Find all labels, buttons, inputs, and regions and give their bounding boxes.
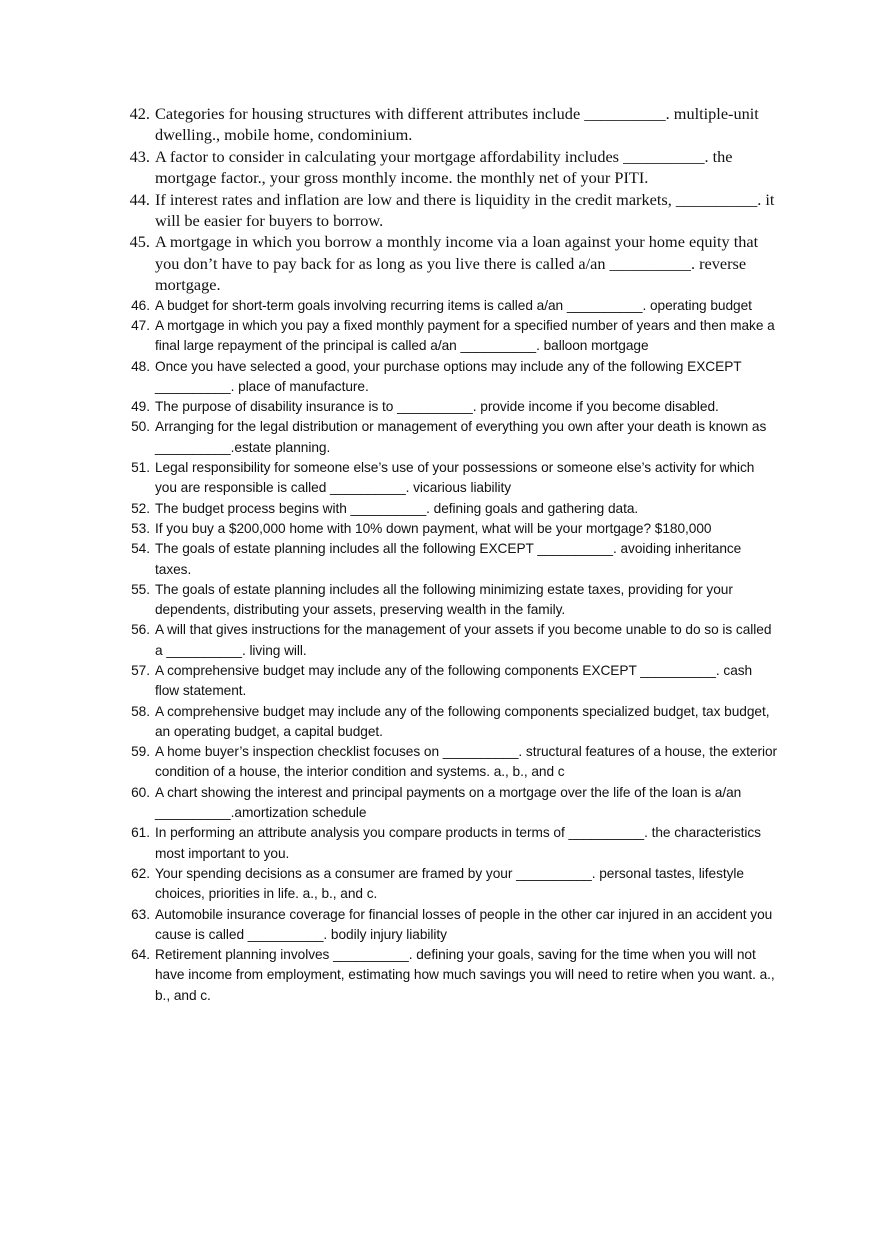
question-number: 53. — [131, 520, 150, 536]
question-text: Your spending decisions as a consumer are framed by your __________. personal tastes, lifestyle choices, priorities in life. a., b., and c. — [155, 865, 744, 902]
question-text: A mortgage in which you pay a fixed monthly payment for a specified number of years and then make a final large repayment of the principal is called a/an __________. balloon mortgage — [155, 317, 775, 354]
question-item — [0, 905, 779, 946]
question-text: The goals of estate planning includes all the following minimizing estate taxes, providing for your dependents, distributing your assets, preserving wealth in the family. — [155, 581, 733, 618]
question-item — [0, 458, 779, 499]
question-number: 50. — [131, 419, 150, 435]
question-text: A comprehensive budget may include any of the following components EXCEPT __________. cash flow statement. — [155, 663, 753, 699]
question-text: Automobile insurance coverage for financial losses of people in the other car injured in an accident you cause is called __________. bodily injury liability — [155, 906, 773, 942]
question-text: A chart showing the interest and principal payments on a mortgage over the life of the loan is a/an __________.amortization schedule — [155, 784, 742, 821]
question-item — [0, 357, 779, 398]
question-number: 43. — [129, 146, 150, 166]
question-text: Once you have selected a good, your purchase options may include any of the following EXCEPT __________. place of manufacture. — [155, 358, 742, 394]
question-item — [0, 397, 779, 417]
question-number: 55. — [131, 581, 150, 597]
question-item — [0, 499, 779, 519]
question-item — [0, 620, 779, 661]
question-item — [0, 742, 779, 783]
question-number: 63. — [131, 906, 150, 922]
question-item — [0, 823, 779, 864]
question-text: A budget for short-term goals involving recurring items is called a/an __________. operating budget — [155, 297, 752, 313]
question-number: 49. — [131, 399, 150, 415]
question-number: 56. — [131, 622, 150, 638]
question-item — [0, 661, 779, 702]
question-text: A comprehensive budget may include any of the following components specialized budget, tax budget, an operating budget, a capital budget. — [155, 703, 770, 739]
question-item — [0, 103, 779, 146]
question-item — [0, 231, 779, 295]
question-list — [0, 103, 880, 1006]
question-text: If you buy a $200,000 home with 10% down payment, what will be your mortgage? $180,000 — [155, 520, 712, 536]
question-item — [0, 539, 779, 580]
question-text: The goals of estate planning includes all the following EXCEPT __________. avoiding inheritance taxes. — [155, 541, 742, 577]
question-item — [0, 417, 779, 458]
question-number: 60. — [131, 784, 150, 800]
question-item — [0, 864, 779, 905]
question-item — [0, 316, 779, 357]
question-text: Categories for housing structures with different attributes include __________. multiple-unit dwelling., mobile home, condominium. — [155, 104, 759, 145]
question-number: 54. — [131, 541, 150, 557]
question-text: A will that gives instructions for the management of your assets if you become unable to do so is called a __________. living will. — [155, 622, 772, 658]
question-item — [0, 146, 779, 189]
question-text: A home buyer’s inspection checklist focuses on __________. structural features of a house, the exterior condition of a house, the interior condition and systems. a., b., and c — [155, 744, 778, 780]
question-text: Legal responsibility for someone else’s use of your possessions or someone else’s activity for which you are responsible is called __________. vicarious liability — [155, 460, 755, 496]
question-number: 64. — [131, 947, 150, 963]
question-text: In performing an attribute analysis you compare products in terms of __________. the characteristics most important to you. — [155, 825, 761, 861]
question-number: 62. — [131, 865, 150, 881]
question-text: The purpose of disability insurance is to __________. provide income if you become disabled. — [155, 399, 719, 415]
question-text: The budget process begins with __________. defining goals and gathering data. — [155, 500, 639, 516]
question-number: 52. — [131, 500, 150, 516]
question-number: 42. — [129, 104, 150, 123]
question-text: A factor to consider in calculating your mortgage affordability includes __________. the mortgage factor., your gross monthly income. the monthly net of your PITI. — [155, 146, 733, 188]
question-item — [0, 189, 779, 232]
question-number: 51. — [131, 460, 150, 476]
question-number: 45. — [129, 232, 150, 252]
question-number: 57. — [131, 663, 150, 678]
question-number: 44. — [129, 189, 150, 209]
question-item — [0, 702, 779, 743]
question-number: 61. — [131, 825, 150, 841]
question-text: If interest rates and inflation are low and there is liquidity in the credit markets, __________. it will be easier for buyers to borrow. — [155, 189, 775, 231]
question-text: Retirement planning involves __________. defining your goals, saving for the time when you will not have income from employment, estimating how much savings you will need to retire when you want. a., b., and c. — [155, 947, 775, 1003]
question-number: 48. — [131, 358, 150, 374]
question-number: 58. — [131, 703, 150, 719]
question-number: 47. — [131, 317, 150, 333]
question-number: 59. — [131, 744, 150, 760]
question-item — [0, 580, 779, 621]
question-item — [0, 296, 779, 316]
question-item — [0, 945, 779, 1006]
question-item — [0, 783, 779, 824]
question-number: 46. — [131, 297, 150, 313]
question-text: A mortgage in which you borrow a monthly income via a loan against your home equity that you don’t have to pay back for as long as you live there is called a/an __________. reverse mortgage. — [155, 232, 759, 295]
question-text: Arranging for the legal distribution or management of everything you own after your death is known as __________.estate planning. — [155, 419, 767, 455]
question-item — [0, 519, 779, 539]
